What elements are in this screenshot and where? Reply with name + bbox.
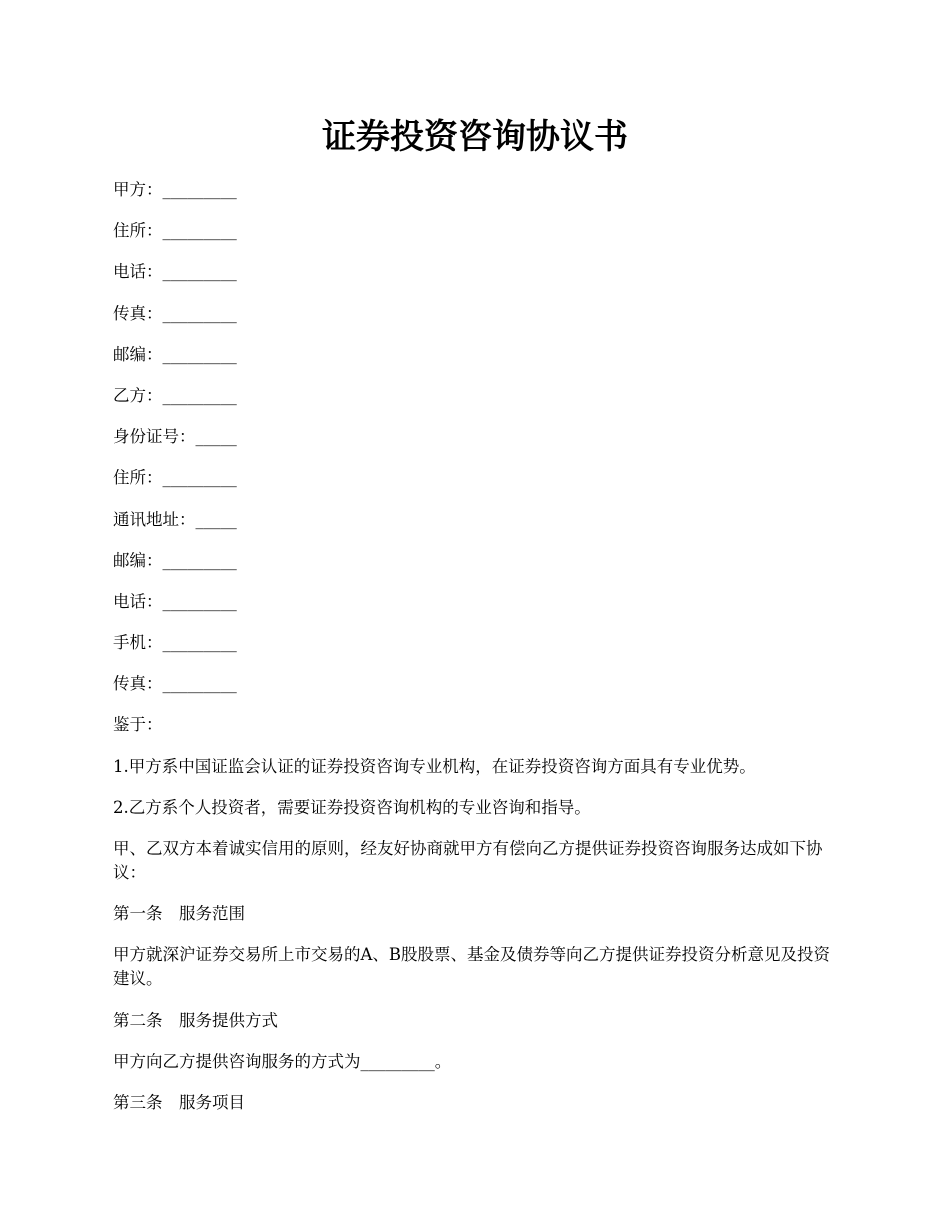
article-2-body: 甲方向乙方提供咨询服务的方式为_________。: [113, 1051, 452, 1071]
party-b-id-number-line: 身份证号：_____: [113, 427, 237, 447]
article-2-heading: 第二条 服务提供方式: [113, 1010, 278, 1030]
party-a-postcode-line: 邮编：_________: [113, 344, 237, 364]
party-a-phone-line: 电话：_________: [113, 262, 237, 282]
party-b-phone-line: 电话：_________: [113, 591, 237, 611]
party-b-address-line: 住所：_________: [113, 468, 237, 488]
recital-1: 1.甲方系中国证监会认证的证券投资咨询专业机构，在证券投资咨询方面具有专业优势。: [113, 756, 756, 776]
document-body: [113, 178, 840, 1132]
party-b-postcode-line: 邮编：_________: [113, 550, 237, 570]
recital-2: 2.乙方系个人投资者，需要证券投资咨询机构的专业咨询和指导。: [113, 797, 591, 817]
document-title: 证券投资咨询协议书: [322, 117, 628, 157]
party-a-address-line: 住所：_________: [113, 221, 237, 241]
party-a-fax-line: 传真：_________: [113, 303, 237, 323]
party-b-mobile-line: 手机：_________: [113, 633, 237, 653]
party-b-fax-line: 传真：_________: [113, 674, 237, 694]
agreement-preamble: 甲、乙双方本着诚实信用的原则，经友好协商就甲方有偿向乙方提供证券投资咨询服务达成如下协议：: [113, 839, 823, 882]
party-b-mailing-address-line: 通讯地址：_____: [113, 509, 237, 529]
party-b-name-line: 乙方：_________: [113, 385, 237, 405]
whereas-heading: 鉴于：: [113, 715, 163, 735]
article-3-heading: 第三条 服务项目: [113, 1092, 245, 1112]
article-1-heading: 第一条 服务范围: [113, 904, 245, 924]
article-1-body: 甲方就深沪证券交易所上市交易的A、B股股票、基金及债券等向乙方提供证券投资分析意见及投资建议。: [113, 945, 831, 989]
party-a-name-line: 甲方：_________: [113, 180, 237, 199]
